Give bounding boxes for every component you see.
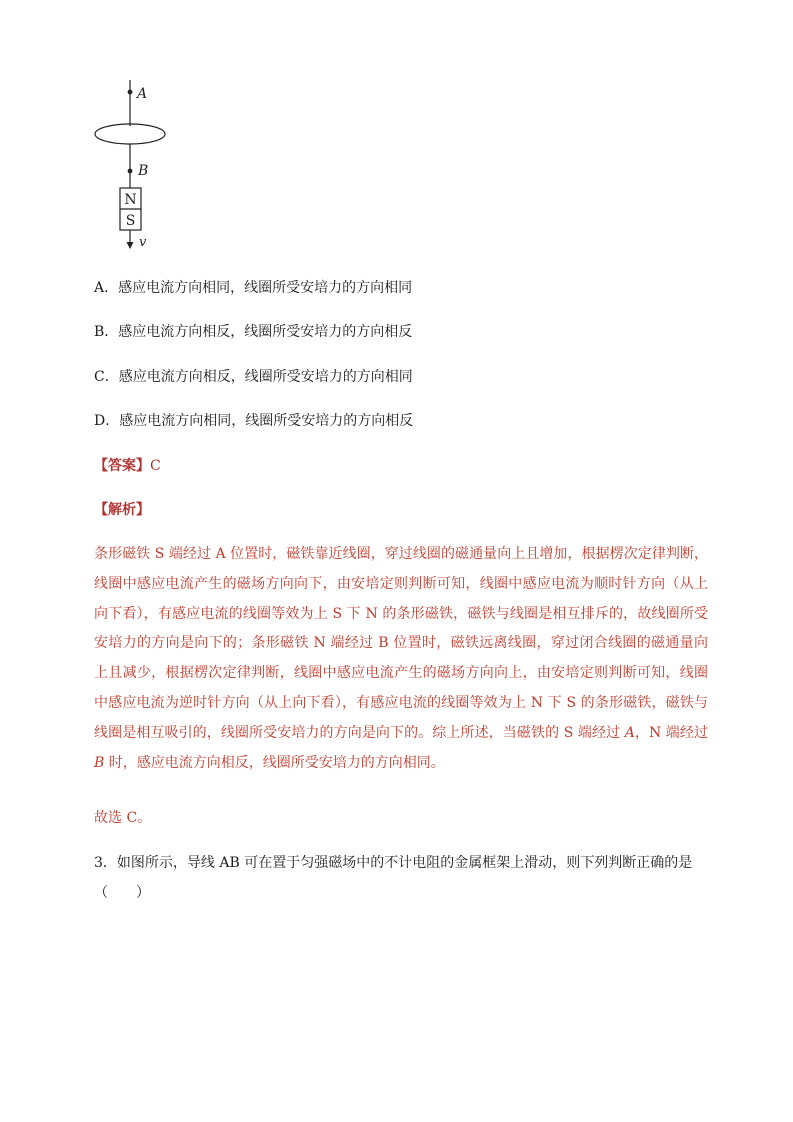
analysis-text-main: 条形磁铁 S 端经过 A 位置时，磁铁靠近线圈，穿过线圈的磁通量向上且增加，根据楞次定律判断，线圈中感应电流产生的磁场方向向下，由安培定则判断可知，线圈中感应电流为顺时针方向（从上向下看），有感应电流的线圈等效为上 S 下 N 的条形磁铁，磁铁与线圈是相互排斥的，故线圈所受安培力的方向是向下的；条形磁铁 N 端经过 B 位置时，磁铁远离线圈，穿过闭合线圈的磁通量向上且减少，根据楞次定律判断，线圈中感应电流产生的磁场方向向上，由安培定则判断可知，线圈中感应电流为逆时针方向（从上向下看），有感应电流的线圈等效为上 N 下 S 的条形磁铁，磁铁与线圈是相互吸引的，线圈所受安培力的方向是向下的。综上所述，当磁铁的 S 端经过 [94, 546, 708, 741]
velocity-label: v [139, 235, 147, 250]
analysis-point-b: B [94, 754, 105, 771]
answer-tag: 【答案】 [94, 458, 150, 474]
answer-line [94, 456, 161, 476]
label-a: A [137, 86, 148, 102]
point-b [128, 169, 133, 174]
coil-ring [95, 124, 165, 144]
option-b: B．感应电流方向相反，线圈所受安培力的方向相反 [94, 324, 413, 340]
analysis-text-mid: ，N 端经过 [634, 724, 708, 741]
velocity-arrow-head-icon [127, 242, 134, 249]
question-3: 3．如图所示，导线 AB 可在置于匀强磁场中的不计电阻的金属框架上滑动，则下列判断正确的是（ ） [94, 855, 693, 901]
conclusion: 故选 C。 [94, 810, 152, 826]
answer-value: C [150, 458, 161, 474]
analysis-text-end: 时，感应电流方向相反，线圈所受安培力的方向相同。 [104, 754, 445, 771]
point-a [128, 90, 133, 95]
label-b: B [138, 163, 149, 179]
figure-svg [88, 76, 188, 256]
magnet-n-pole: N [124, 192, 137, 208]
analysis-paragraph [94, 540, 708, 778]
magnet-coil-figure [88, 76, 188, 256]
analysis-tag: 【解析】 [94, 502, 150, 518]
analysis-point-a: A [624, 724, 635, 741]
magnet-s-pole: S [125, 213, 136, 229]
option-d: D．感应电流方向相同，线圈所受安培力的方向相反 [94, 413, 414, 429]
option-a: A．感应电流方向相同，线圈所受安培力的方向相同 [94, 280, 413, 296]
option-c: C．感应电流方向相反，线圈所受安培力的方向相同 [94, 369, 413, 385]
